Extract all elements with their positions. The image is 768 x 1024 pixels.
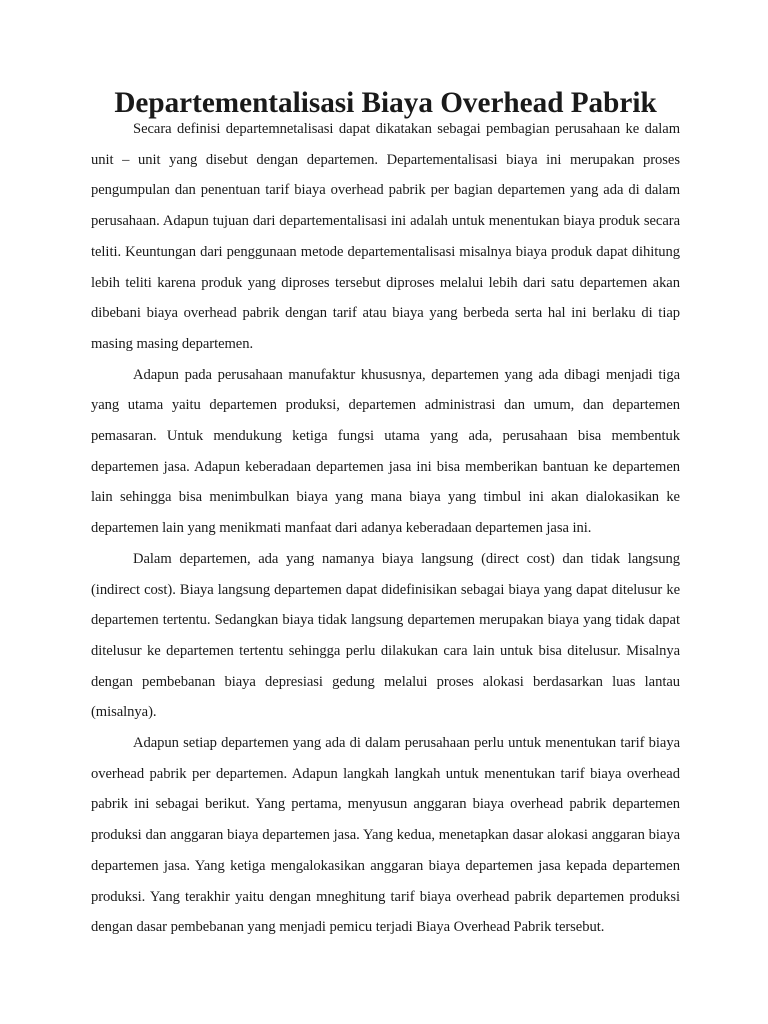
- paragraph-4: Adapun setiap departemen yang ada di dalam perusahaan perlu untuk menentukan tarif biaya overhead pabrik per departemen. Adapun langkah langkah untuk menentukan tarif biaya overhead pabrik ini sebagai berikut. Yang pertama, menyusun anggaran biaya overhead pabrik departemen produksi dan anggaran biaya departemen jasa. Yang kedua, menetapkan dasar alokasi anggaran biaya departemen jasa. Yang ketiga mengalokasikan anggaran biaya departemen jasa kepada departemen produksi. Yang terakhir yaitu dengan mneghitung tarif biaya overhead pabrik departemen produksi dengan dasar pembebanan yang menjadi pemicu terjadi Biaya Overhead Pabrik tersebut.: [91, 735, 680, 936]
- document-page: [91, 87, 680, 943]
- paragraph-3: Dalam departemen, ada yang namanya biaya langsung (direct cost) dan tidak langsung (indirect cost). Biaya langsung departemen dapat didefinisikan sebagai biaya yang dapat ditelusur ke departemen tertentu. Sedangkan biaya tidak langsung departemen merupakan biaya yang tidak dapat ditelusur ke departemen tertentu sehingga perlu dilakukan cara lain untuk bisa ditelusur. Misalnya dengan pembebanan biaya depresiasi gedung melalui proses alokasi berdasarkan luas lantau (misalnya).: [91, 550, 680, 721]
- paragraph-2: Adapun pada perusahaan manufaktur khususnya, departemen yang ada dibagi menjadi tiga yang utama yaitu departemen produksi, departemen administrasi dan umum, dan departemen pemasaran. Untuk mendukung ketiga fungsi utama yang ada, perusahaan bisa membentuk departemen jasa. Adapun keberadaan departemen jasa ini bisa memberikan bantuan ke departemen lain sehingga bisa menimbulkan biaya yang mana biaya yang timbul ini akan dialokasikan ke departemen lain yang menikmati manfaat dari adanya keberadaan departemen jasa ini.: [91, 366, 680, 537]
- document-title: Departementalisasi Biaya Overhead Pabrik: [114, 87, 657, 119]
- paragraph-1: Secara definisi departemnetalisasi dapat dikatakan sebagai pembagian perusahaan ke dalam unit – unit yang disebut dengan departemen. Departementalisasi biaya ini merupakan proses pengumpulan dan penentuan tarif biaya overhead pabrik per bagian departemen yang ada di dalam perusahaan. Adapun tujuan dari departementalisasi ini adalah untuk menentukan biaya produk secara teliti. Keuntungan dari penggunaan metode departementalisasi misalnya biaya produk dapat dihitung lebih teliti karena produk yang diproses tersebut diproses melalui lebih dari satu departemen akan dibebani biaya overhead pabrik dengan tarif atau biaya yang berbeda serta hal ini berlaku di tiap masing masing departemen.: [91, 121, 680, 352]
